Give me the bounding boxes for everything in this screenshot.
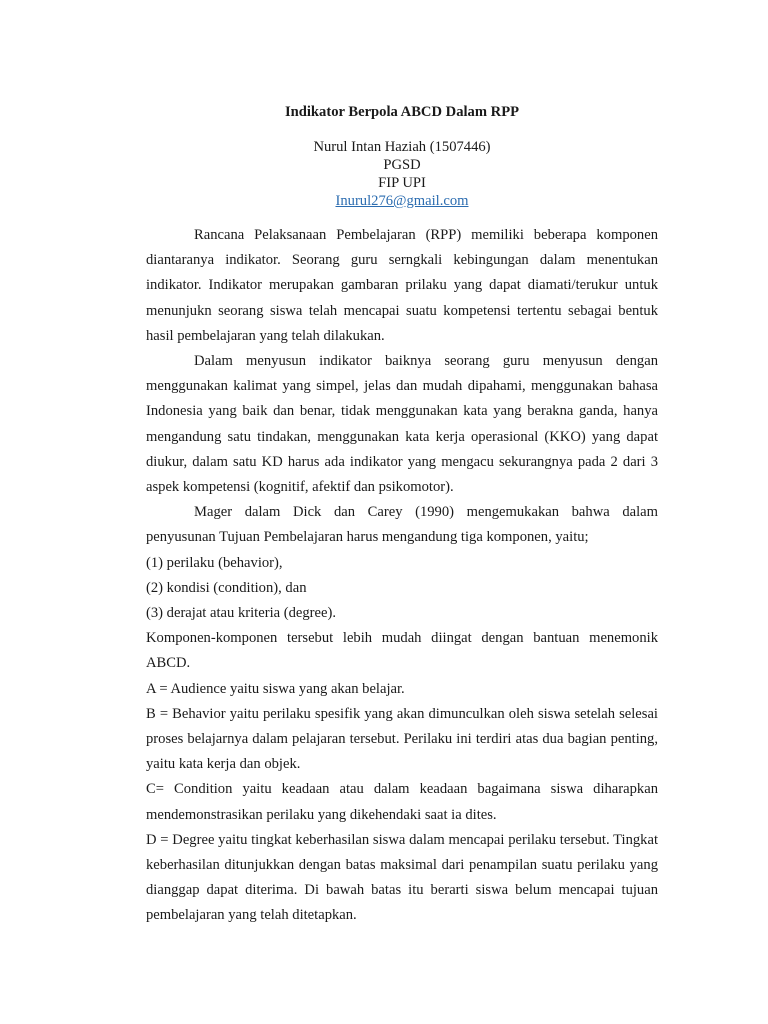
definition-condition: C= Condition yaitu keadaan atau dalam keadaan bagaimana siswa diharapkan mendemonstrasikan perilaku yang dikehendaki saat ia dites. [146,781,658,823]
author-department: PGSD [383,157,421,173]
author-faculty: FIP UPI [378,175,426,191]
document-body [146,223,658,929]
definition-degree: D = Degree yaitu tingkat keberhasilan siswa dalam mencapai perilaku tersebut. Tingkat keberhasilan ditunjukkan dengan batas maksimal dari penampilan suatu perilaku yang dianggap dapat diterima. Di bawah batas itu berarti siswa belum mencapai tujuan pembelajaran yang telah ditetapkan. [146,831,658,924]
document-title: Indikator Berpola ABCD Dalam RPP [284,104,520,120]
paragraph-mager-components: Mager dalam Dick dan Carey (1990) mengemukakan bahwa dalam penyusunan Tujuan Pembelajaran harus mengandung tiga komponen, yaitu; [146,504,658,546]
author-name: Nurul Intan Haziah (1507446) [313,139,491,155]
definition-behavior: B = Behavior yaitu perilaku spesifik yang akan dimunculkan oleh siswa setelah selesai proses belajarnya dalam pelajaran tersebut. Perilaku ini terdiri atas dua bagian penting, yaitu kata kerja dan objek. [146,705,658,773]
mnemonic-intro: Komponen-komponen tersebut lebih mudah diingat dengan bantuan menemonik ABCD. [146,630,658,672]
author-email-link[interactable]: Inurul276@gmail.com [335,193,469,209]
component-item-condition: (2) kondisi (condition), dan [146,579,307,596]
component-item-behavior: (1) perilaku (behavior), [146,554,283,571]
paragraph-indikator-guidelines: Dalam menyusun indikator baiknya seorang guru menyusun dengan menggunakan kalimat yang simpel, jelas dan mudah dipahami, menggunakan bahasa Indonesia yang baik dan benar, tidak menggunakan kata yang berakna ganda, hanya mengandung satu tindakan, menggunakan kata kerja operasional (KKO) yang dapat diukur, dalam satu KD harus ada indikator yang mengacu sekurangnya pada 2 dari 3 aspek kompetensi (kognitif, afektif dan psikomotor). [146,353,658,496]
definition-audience: A = Audience yaitu siswa yang akan belajar. [146,680,405,697]
paragraph-rpp-intro: Rancana Pelaksanaan Pembelajaran (RPP) memiliki beberapa komponen diantaranya indikator. Seorang guru serngkali kebingungan dalam menentukan indikator. Indikator merupakan gambaran prilaku yang dapat diamati/terukur untuk menunjukn seorang siswa telah mencapai suatu kompetensi tertentu sebagai bentuk hasil pembelajaran yang telah dilakukan. [146,227,658,344]
author-block [146,138,658,210]
document-page [146,101,658,929]
component-item-degree: (3) derajat atau kriteria (degree). [146,605,337,622]
